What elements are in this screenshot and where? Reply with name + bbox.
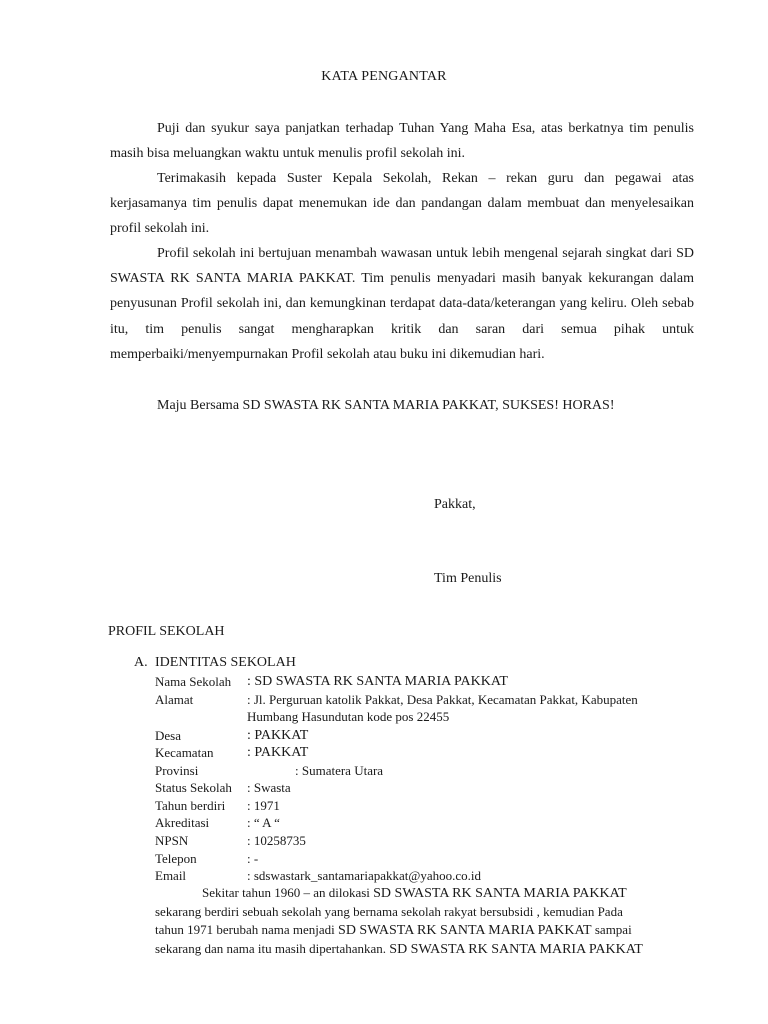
identity-label: NPSN <box>155 833 189 848</box>
profil-heading: PROFIL SEKOLAH <box>108 624 225 639</box>
identity-label: Tahun berdiri <box>155 798 226 813</box>
identity-value: : Jl. Perguruan katolik Pakkat, Desa Pakkat, Kecamatan Pakkat, Kabupaten Humbang Hasundutan kode pos 22455 <box>247 692 638 724</box>
paragraph-motto: Maju Bersama SD SWASTA RK SANTA MARIA PAKKAT, SUKSES! HORAS! <box>157 398 615 413</box>
identity-label: Status Sekolah <box>155 780 232 795</box>
history-text: sekarang dan nama itu masih dipertahankan. <box>155 941 390 956</box>
identity-label: Nama Sekolah <box>155 674 232 689</box>
identity-label: Desa <box>155 728 181 743</box>
section-letter: A. <box>134 655 148 670</box>
history-paragraph <box>155 884 695 959</box>
history-text: sekarang berdiri sebuah sekolah yang bernama sekolah rakyat bersubsidi , kemudian Pada <box>155 904 623 919</box>
history-text: sampai <box>591 922 632 937</box>
page-title: KATA PENGANTAR <box>321 69 447 84</box>
identity-label: Provinsi <box>155 763 199 778</box>
history-text: Sekitar tahun 1960 – an dilokasi <box>202 885 374 900</box>
identity-value: : 1971 <box>247 798 280 813</box>
school-name-inline: SD SWASTA RK SANTA MARIA PAKKAT <box>373 886 627 901</box>
identity-label: Telepon <box>155 851 197 866</box>
identity-label: Kecamatan <box>155 745 214 760</box>
identity-value: : PAKKAT <box>247 728 309 743</box>
identity-value: : SD SWASTA RK SANTA MARIA PAKKAT <box>247 674 508 689</box>
school-name-inline: SD SWASTA RK SANTA MARIA PAKKAT <box>338 923 592 938</box>
paragraph-purpose: Profil sekolah ini bertujuan menambah wawasan untuk lebih mengenal sejarah singkat dari SD SWASTA RK SANTA MARIA PAKKAT. Tim penulis menyadari masih banyak kekurangan dalam penyusunan Profil sekolah ini, dan kemungkinan terdapat data-data/keterangan yang keliru. Oleh sebab itu, tim penulis sangat mengharapkan kritik dan saran dari semua pihak untuk memperbaiki/menyempurnakan Profil sekolah atau buku ini dikemudian hari. <box>110 246 694 362</box>
identity-value: : - <box>247 851 259 866</box>
history-text: tahun 1971 berubah nama menjadi <box>155 922 339 937</box>
section-title: IDENTITAS SEKOLAH <box>155 655 296 670</box>
identity-value: : Sumatera Utara <box>295 763 384 778</box>
identity-label: Akreditasi <box>155 815 210 830</box>
paragraph-thanks: Terimakasih kepada Suster Kepala Sekolah, Rekan – rekan guru dan pegawai atas kerjasamanya tim penulis dapat menemukan ide dan pandangan dalam membuat dan menyelesaikan profil sekolah ini. <box>110 171 694 237</box>
signature-name: Tim Penulis <box>434 571 502 586</box>
identity-value: : sdswastark_santamariapakkat@yahoo.co.id <box>247 868 481 883</box>
signature-place: Pakkat, <box>434 497 476 512</box>
identity-value: : “ A “ <box>247 815 280 830</box>
identity-label: Email <box>155 868 187 883</box>
identity-label: Alamat <box>155 692 194 707</box>
paragraph-gratitude: Puji dan syukur saya panjatkan terhadap Tuhan Yang Maha Esa, atas berkatnya tim penulis masih bisa meluangkan waktu untuk menulis profil sekolah ini. <box>110 121 694 162</box>
identity-value: : 10258735 <box>247 833 306 848</box>
identity-value: : Swasta <box>247 780 291 795</box>
school-name-inline: SD SWASTA RK SANTA MARIA PAKKAT <box>389 942 643 957</box>
identity-value: : PAKKAT <box>247 745 309 760</box>
